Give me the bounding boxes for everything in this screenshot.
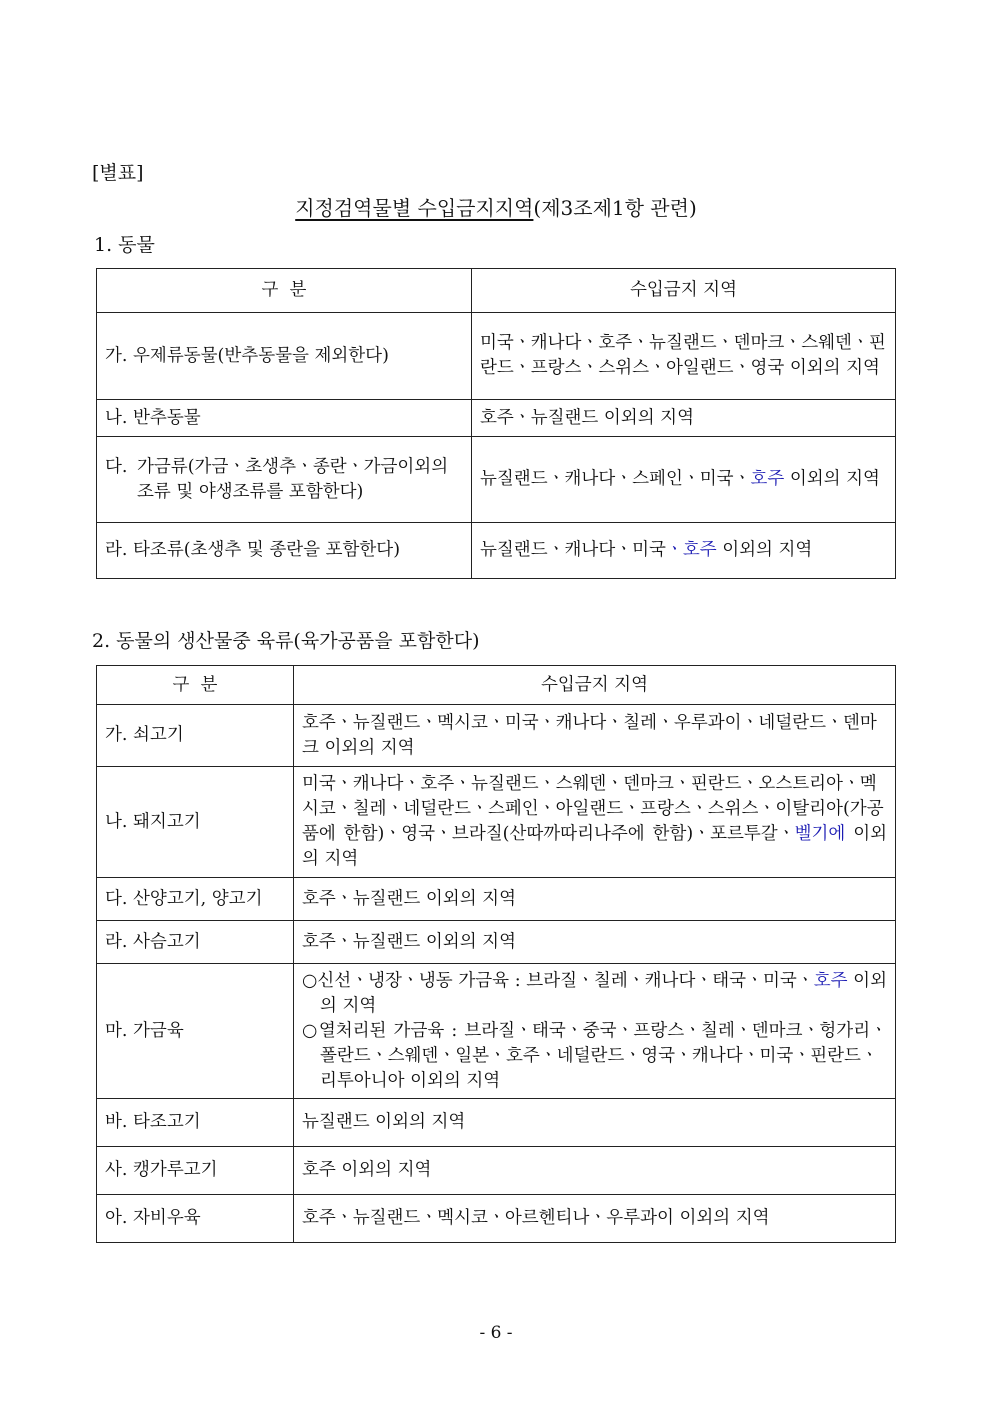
region-text: ○신선ㆍ냉장ㆍ냉동 가금육 : 브라질ㆍ칠레ㆍ캐나다ㆍ태국ㆍ미국ㆍ: [302, 970, 814, 991]
table-row: [97, 523, 896, 579]
region-text: 이외의 지역: [784, 469, 880, 489]
row-category: 라. 타조류(초생추 및 종란을 포함한다): [97, 523, 472, 579]
region-text: 뉴질랜드ㆍ캐나다ㆍ스페인ㆍ미국ㆍ: [480, 469, 751, 489]
row-category-text: 가금류(가금ㆍ초생추ㆍ종란ㆍ가금이외의 조류 및 야생조류를 포함한다): [137, 456, 449, 502]
table-header-row: [97, 269, 896, 313]
region-text: 이외의 지역: [320, 970, 887, 1016]
animals-table: [96, 268, 896, 579]
row-region: [294, 964, 896, 1099]
region-text-highlight: 벨기에: [794, 824, 846, 844]
row-region: 미국ㆍ캐나다ㆍ호주ㆍ뉴질랜드ㆍ덴마크ㆍ스웨덴ㆍ핀란드ㆍ프랑스ㆍ스위스ㆍ아일랜드ㆍ영국 이외의 지역: [472, 313, 896, 400]
table-header-row: [97, 666, 896, 705]
section2-heading: 2. 동물의 생산물중 육류(육가공품을 포함한다): [92, 630, 480, 652]
row-category: 바. 타조고기: [97, 1099, 294, 1147]
region-text: 미국ㆍ캐나다ㆍ호주ㆍ뉴질랜드ㆍ스웨덴ㆍ덴마크ㆍ핀란드ㆍ오스트리아ㆍ멕시코ㆍ칠레ㆍ네덜란드ㆍ스페인ㆍ아일랜드ㆍ프랑스ㆍ스위스ㆍ이탈리아(가공품에 한함)ㆍ영국ㆍ브라질(산따까따리나주에 한함)ㆍ포르투갈ㆍ: [302, 774, 884, 844]
row-category: 아. 자비우육: [97, 1195, 294, 1243]
table-row: [97, 705, 896, 767]
row-region: 뉴질랜드 이외의 지역: [294, 1099, 896, 1147]
table-row: [97, 1147, 896, 1195]
row-region: 호주ㆍ뉴질랜드 이외의 지역: [294, 921, 896, 964]
section1-heading: 1. 동물: [94, 234, 155, 256]
row-region: [472, 437, 896, 523]
table-row: [97, 437, 896, 523]
document-title: [0, 192, 992, 221]
row-category: 마. 가금육: [97, 964, 294, 1099]
region-text: 이외의 지역: [302, 824, 888, 869]
title-sub: (제3조제1항 관련): [533, 196, 697, 220]
row-category: 가. 쇠고기: [97, 705, 294, 767]
header-category: 구 분: [97, 666, 294, 705]
table-row: [97, 400, 896, 437]
region-text: 이외의 지역: [716, 540, 813, 560]
region-text-highlight: ㆍ호주: [665, 540, 717, 560]
table-row: [97, 767, 896, 878]
row-region: 호주ㆍ뉴질랜드ㆍ멕시코ㆍ미국ㆍ캐나다ㆍ칠레ㆍ우루과이ㆍ네덜란드ㆍ덴마크 이외의 지역: [294, 705, 896, 767]
table-row: [97, 921, 896, 964]
row-category: 라. 사슴고기: [97, 921, 294, 964]
region-text-highlight: 호주: [813, 970, 848, 991]
appendix-tag: [별표]: [92, 162, 144, 184]
page-number: - 6 -: [479, 1323, 513, 1343]
row-region: 호주ㆍ뉴질랜드 이외의 지역: [294, 878, 896, 921]
row-region: 호주 이외의 지역: [294, 1147, 896, 1195]
row-region: [294, 767, 896, 878]
row-region: 호주ㆍ뉴질랜드ㆍ멕시코ㆍ아르헨티나ㆍ우루과이 이외의 지역: [294, 1195, 896, 1243]
table-row: [97, 1195, 896, 1243]
row-region: [472, 523, 896, 579]
table-row: [97, 313, 896, 400]
row-region: 호주ㆍ뉴질랜드 이외의 지역: [472, 400, 896, 437]
header-category: 구 분: [97, 269, 472, 313]
row-category: [97, 437, 472, 523]
row-category: 사. 캥가루고기: [97, 1147, 294, 1195]
title-main: 지정검역물별 수입금지지역: [295, 196, 534, 220]
region-text: 뉴질랜드ㆍ캐나다ㆍ미국: [480, 540, 666, 560]
row-category: 나. 반추동물: [97, 400, 472, 437]
region-text-highlight: 호주: [750, 469, 785, 489]
header-region: 수입금지 지역: [294, 666, 896, 705]
row-category: 나. 돼지고기: [97, 767, 294, 878]
row-category-prefix: 다.: [105, 456, 128, 477]
row-category: 다. 산양고기, 양고기: [97, 878, 294, 921]
header-region: 수입금지 지역: [472, 269, 896, 313]
region-bullet: [302, 969, 887, 1019]
table-row: [97, 878, 896, 921]
table-row: [97, 964, 896, 1099]
region-bullet: ○열처리된 가금육 : 브라질ㆍ태국ㆍ중국ㆍ프랑스ㆍ칠레ㆍ덴마크ㆍ헝가리ㆍ폴란드ㆍ스웨덴ㆍ일본ㆍ호주ㆍ네덜란드ㆍ영국ㆍ캐나다ㆍ미국ㆍ핀란드ㆍ리투아니아 이외의 지역: [302, 1020, 887, 1091]
table-row: [97, 1099, 896, 1147]
meat-products-table: [96, 665, 896, 1243]
row-category: 가. 우제류동물(반추동물을 제외한다): [97, 313, 472, 400]
